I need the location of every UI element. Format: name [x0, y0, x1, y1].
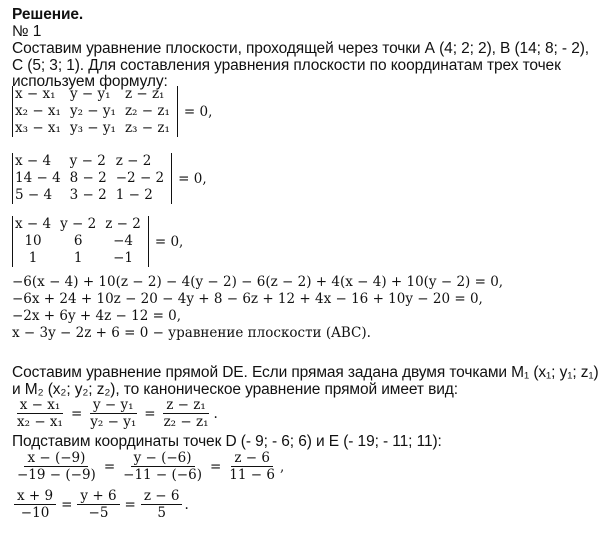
numerator: y + 6 — [77, 488, 119, 505]
paragraph-line: С (5; 3; 1). Для составления уравнения плоскости по координатам трех точек — [12, 57, 561, 74]
paragraph-line: используем формулу: — [12, 73, 168, 90]
fraction — [77, 488, 119, 522]
matrix-row — [13, 187, 172, 204]
matrix-cell: 14 − 4 — [15, 170, 61, 186]
denominator: −5 — [88, 505, 109, 521]
fraction — [120, 450, 205, 484]
matrix-cell: 6 — [73, 233, 83, 249]
denominator: −10 — [20, 505, 50, 521]
matrix-row — [13, 103, 178, 120]
matrix-cell: 8 − 2 — [69, 170, 107, 186]
matrix-row — [13, 250, 149, 267]
fraction — [14, 397, 66, 431]
equals-zero: = 0, — [154, 233, 184, 250]
matrix-cell: y₃ − y₁ — [69, 120, 116, 136]
matrix-row — [13, 86, 178, 103]
matrix-cell: 5 − 4 — [15, 187, 53, 203]
matrix-cell: −1 — [113, 250, 133, 266]
matrix-row — [13, 120, 178, 137]
numerator: z − 6 — [141, 488, 183, 505]
matrix-cell: x − x₁ — [15, 86, 56, 102]
denominator: −19 − (−9) — [17, 467, 96, 483]
fraction — [14, 488, 56, 522]
denominator: 5 — [157, 505, 166, 521]
punctuation: , — [279, 459, 285, 475]
paragraph-line: и M₂ (x₂; y₂; z₂), то каноническое уравнение прямой имеет вид: — [12, 381, 458, 398]
equals-sign: = — [209, 459, 222, 475]
denominator: 11 − 6 — [229, 467, 275, 483]
determinant-substituted — [12, 153, 207, 204]
matrix-row — [13, 153, 172, 170]
matrix-cell: 1 — [28, 250, 38, 266]
denominator: −11 − (−6) — [123, 467, 202, 483]
canonical-line-formula — [12, 397, 218, 431]
denominator: z₂ − z₁ — [163, 414, 209, 430]
matrix — [12, 153, 172, 204]
fraction — [141, 488, 183, 522]
matrix-cell: 1 — [73, 250, 83, 266]
determinant-general — [12, 86, 212, 137]
paragraph-line: Составим уравнение плоскости, проходящей через точки А (4; 2; 2), В (14; 8; - 2), — [12, 40, 589, 57]
matrix-cell: 1 − 2 — [115, 187, 153, 203]
numerator: y − y₁ — [90, 397, 137, 414]
problem-number: № 1 — [12, 23, 42, 40]
numerator: x − (−9) — [24, 450, 88, 467]
denominator: x₂ − x₁ — [17, 414, 63, 430]
numerator: x − x₁ — [17, 397, 64, 414]
matrix — [12, 216, 149, 267]
matrix-cell: z − 2 — [105, 216, 141, 232]
fraction — [226, 450, 278, 484]
matrix-cell: y − y₁ — [69, 86, 111, 102]
determinant-simplified — [12, 216, 183, 267]
fraction — [161, 397, 212, 431]
solution-title: Решение. — [12, 6, 84, 23]
matrix-cell: z₂ − z₁ — [124, 103, 170, 119]
plane-equation-result: x − 3y − 2z + 6 = 0 − уравнение плоскости (ABC). — [12, 325, 371, 341]
fraction — [14, 450, 99, 484]
matrix-cell: 10 — [24, 233, 42, 249]
matrix-cell: z − z₁ — [124, 86, 165, 102]
numerator: x + 9 — [14, 488, 56, 505]
numerator: y − (−6) — [131, 450, 195, 467]
punctuation: . — [213, 406, 218, 422]
equals-zero: = 0, — [178, 170, 207, 187]
numerator: z − 6 — [231, 450, 273, 467]
matrix-cell: y₂ − y₁ — [69, 103, 116, 119]
expansion-line: −6x + 24 + 10z − 20 − 4y + 8 − 6z + 12 + 4x − 16 + 10y − 20 = 0, — [12, 291, 483, 307]
denominator: y₂ − y₁ — [90, 414, 137, 430]
matrix-cell: −4 — [113, 233, 133, 249]
substituted-line-equation — [12, 450, 284, 484]
paragraph-line: Составим уравнение прямой DE. Если прямая задана двумя точками M₁ (x₁; y₁; z₁) — [12, 364, 599, 381]
matrix-cell: z₃ − z₁ — [124, 120, 170, 136]
equals-sign: = — [103, 459, 116, 475]
equals-sign: = — [144, 406, 156, 422]
matrix-cell: z − 2 — [115, 153, 152, 169]
numerator: z − z₁ — [163, 397, 209, 414]
matrix-cell: y − 2 — [60, 216, 97, 232]
matrix-cell: y − 2 — [69, 153, 106, 169]
matrix-cell: −2 − 2 — [115, 170, 165, 186]
matrix-cell: x₃ − x₁ — [15, 120, 61, 136]
expansion-line: −2x + 6y + 4z − 12 = 0, — [12, 308, 182, 324]
punctuation: . — [184, 497, 189, 513]
matrix — [12, 86, 178, 137]
equals-zero: = 0, — [183, 103, 213, 120]
matrix-row — [13, 170, 172, 187]
equals-sign: = — [124, 497, 136, 513]
matrix-cell: 3 − 2 — [69, 187, 107, 203]
matrix-cell: x − 4 — [15, 153, 52, 169]
equals-sign: = — [70, 406, 83, 422]
paragraph-line: Подставим координаты точек D (- 9; - 6; 6) и E (- 19; - 11; 11): — [12, 433, 442, 450]
matrix-cell: x − 4 — [15, 216, 52, 232]
matrix-row — [13, 216, 149, 233]
matrix-row — [13, 233, 149, 250]
expansion-line: −6(x − 4) + 10(z − 2) − 4(y − 2) − 6(z − 2) + 4(x − 4) + 10(y − 2) = 0, — [12, 274, 504, 290]
matrix-cell: x₂ − x₁ — [15, 103, 61, 119]
simplified-line-equation — [12, 488, 189, 522]
equals-sign: = — [61, 497, 73, 513]
fraction — [87, 397, 139, 431]
